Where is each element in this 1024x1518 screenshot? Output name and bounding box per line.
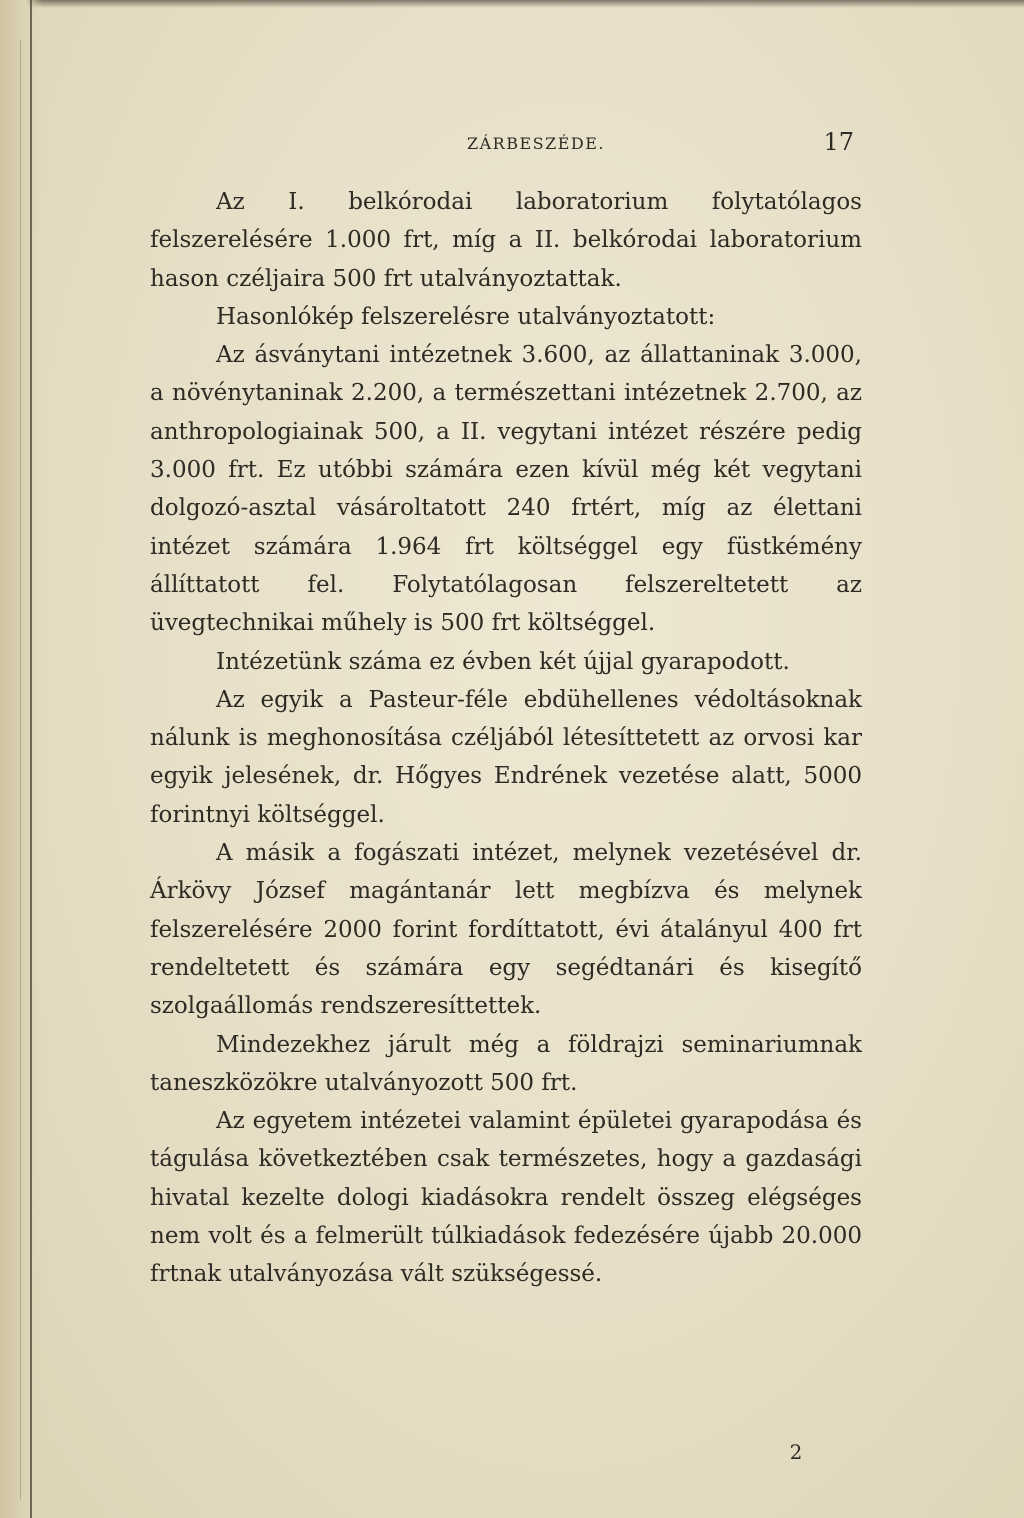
paragraph-laboratories: Az I. belkórodai laboratorium folytatólagos felszerelésére 1.000 frt, míg a II. belkórodai laboratorium hason czéljaira 500 frt utalványoztattak. bbox=[150, 189, 862, 292]
binding-fold-line bbox=[20, 40, 21, 1500]
body-text bbox=[150, 183, 862, 1294]
binding-line bbox=[30, 0, 32, 1518]
paragraph-equipment-intro: Hasonlókép felszerelésre utalványoztatott: bbox=[216, 303, 716, 330]
paragraph-expenses: Az egyetem intézetei valamint épületei gyarapodása és tágulása következtében csak természetes, hogy a gazdasági hivatal kezelte dologi kiadásokra rendelt összeg elégséges nem volt és a felmerült túlkiadások fedezésére újabb 20.000 frtnak utalványozása vált szükségessé. bbox=[150, 1108, 862, 1288]
paragraph-new-institutes: Intézetünk száma ez évben két újjal gyarapodott. bbox=[216, 648, 790, 675]
binding-edge bbox=[0, 0, 42, 1518]
paragraph-pasteur-institute: Az egyik a Pasteur-féle ebdühellenes védoltásoknak nálunk is meghonosítása czéljából létesíttetett az orvosi kar egyik jelesének, dr. Hőgyes Endrének vezetése alatt, 5000 forintnyi költséggel. bbox=[150, 686, 862, 828]
top-edge-shadow bbox=[0, 0, 1024, 8]
running-title: ZÁRBESZÉDE. bbox=[466, 134, 605, 153]
paragraph-dental-institute: A másik a fogászati intézet, melynek vezetésével dr. Árkövy József magántanár lett megbízva és melynek felszerelésére 2000 forint fordíttatott, évi átalányul 400 frt rendeltetett és számára egy segédtanári és kisegítő szolgaállomás rendszeresíttettek. bbox=[150, 840, 862, 1020]
page-number: 17 bbox=[823, 128, 854, 156]
paragraph-institute-funds: Az ásványtani intézetnek 3.600, az állattaninak 3.000, a növénytaninak 2.200, a természettani intézetnek 2.700, az anthropologiainak 500, a II. vegytani intézet részére pedig 3.000 frt. Ez utóbbi számára ezen kívül még két vegytani dolgozó-asztal vásároltatott 240 frtért, míg az élettani intézet számára 1.964 frt költséggel egy füstkémény állíttatott fel. Folytatólagosan felszereltetett az üvegtechnikai műhely is 500 frt költséggel. bbox=[150, 342, 862, 637]
signature-mark: 2 bbox=[789, 1440, 803, 1464]
running-head bbox=[150, 128, 862, 164]
paragraph-geography-seminar: Mindezekhez járult még a földrajzi seminariumnak taneszközökre utalványozott 500 frt. bbox=[150, 1031, 862, 1096]
